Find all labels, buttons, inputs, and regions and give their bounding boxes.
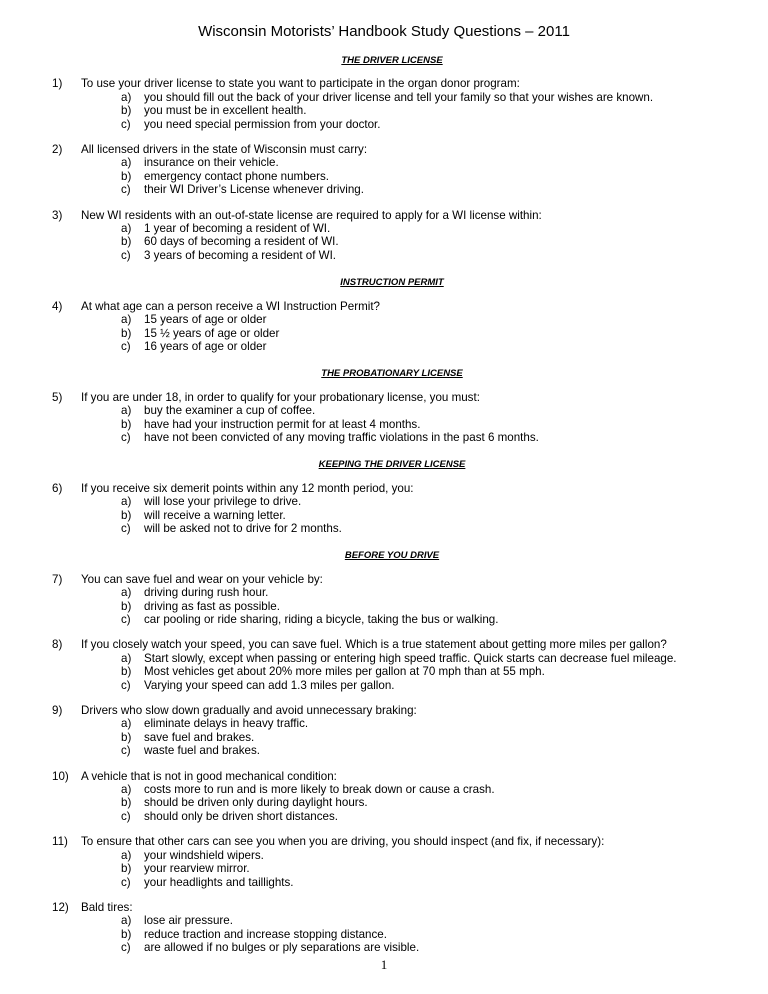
question <box>52 77 732 131</box>
question-text: To use your driver license to state you want to participate in the organ donor program: <box>81 77 520 91</box>
answer-option <box>52 717 732 730</box>
question-number: 2) <box>52 143 63 157</box>
option-text: have had your instruction permit for at least 4 months. <box>144 417 421 431</box>
question <box>52 209 732 263</box>
option-text: their WI Driver’s License whenever driving. <box>144 183 364 197</box>
answer-option <box>52 104 732 117</box>
question-line <box>52 300 732 313</box>
option-letter: a) <box>121 848 132 862</box>
question <box>52 482 732 536</box>
option-text: should be driven only during daylight hours. <box>144 796 368 810</box>
question <box>52 835 732 889</box>
option-text: save fuel and brakes. <box>144 730 255 744</box>
option-letter: c) <box>121 875 131 889</box>
option-letter: a) <box>121 404 132 418</box>
question <box>52 391 732 445</box>
answer-option <box>52 340 732 353</box>
question-line <box>52 770 732 783</box>
option-text: you must be in excellent health. <box>144 104 307 118</box>
option-text: emergency contact phone numbers. <box>144 169 329 183</box>
answer-option <box>52 156 732 169</box>
question-text: A vehicle that is not in good mechanical condition: <box>81 769 337 783</box>
option-letter: a) <box>121 651 132 665</box>
answer-option <box>52 91 732 104</box>
option-text: 3 years of becoming a resident of WI. <box>144 248 337 262</box>
answer-option <box>52 941 732 954</box>
question-list <box>52 52 732 967</box>
question-text: At what age can a person receive a WI Instruction Permit? <box>81 299 381 313</box>
question <box>52 901 732 955</box>
option-text: are allowed if no bulges or ply separations are visible. <box>144 941 420 955</box>
option-letter: c) <box>121 430 131 444</box>
option-text: you should fill out the back of your driver license and tell your family so that your wishes are known. <box>144 90 654 104</box>
answer-option <box>52 862 732 875</box>
option-letter: c) <box>121 521 131 535</box>
option-letter: b) <box>121 862 132 876</box>
option-text: driving as fast as possible. <box>144 599 280 613</box>
answer-option <box>52 679 732 692</box>
option-letter: b) <box>121 665 132 679</box>
option-letter: c) <box>121 678 131 692</box>
option-letter: c) <box>121 809 131 823</box>
question-text: You can save fuel and wear on your vehicle by: <box>81 572 323 586</box>
option-text: 60 days of becoming a resident of WI. <box>144 235 339 249</box>
answer-option <box>52 495 732 508</box>
option-text: eliminate delays in heavy traffic. <box>144 717 309 731</box>
option-text: 15 ½ years of age or older <box>144 326 280 340</box>
option-text: 1 year of becoming a resident of WI. <box>144 222 331 236</box>
question-text: If you receive six demerit points within any 12 month period, you: <box>81 481 414 495</box>
question-line <box>52 901 732 914</box>
option-letter: a) <box>121 586 132 600</box>
answer-option <box>52 235 732 248</box>
question-text: If you are under 18, in order to qualify for your probationary license, you must: <box>81 390 480 404</box>
question <box>52 143 732 197</box>
option-letter: a) <box>121 313 132 327</box>
question <box>52 300 732 354</box>
question-line <box>52 482 732 495</box>
answer-option <box>52 170 732 183</box>
option-letter: b) <box>121 599 132 613</box>
section-heading: THE PROBATIONARY LICENSE <box>321 368 463 380</box>
option-letter: b) <box>121 235 132 249</box>
option-letter: a) <box>121 90 132 104</box>
answer-option <box>52 586 732 599</box>
question <box>52 573 732 627</box>
option-text: driving during rush hour. <box>144 586 269 600</box>
question-line <box>52 638 732 651</box>
option-text: reduce traction and increase stopping distance. <box>144 927 387 941</box>
option-letter: b) <box>121 326 132 340</box>
answer-option <box>52 509 732 522</box>
option-letter: c) <box>121 183 131 197</box>
question-text: New WI residents with an out-of-state license are required to apply for a WI license within: <box>81 208 542 222</box>
section-heading: BEFORE YOU DRIVE <box>344 550 440 562</box>
answer-option <box>52 418 732 431</box>
question-text: To ensure that other cars can see you when you are driving, you should inspect (and fix, if necessary): <box>81 835 605 849</box>
question-line <box>52 835 732 848</box>
option-letter: a) <box>121 914 132 928</box>
option-letter: b) <box>121 730 132 744</box>
question-line <box>52 77 732 90</box>
option-text: insurance on their vehicle. <box>144 156 279 170</box>
question-number: 8) <box>52 638 63 652</box>
answer-option <box>52 522 732 535</box>
answer-option <box>52 744 732 757</box>
option-letter: c) <box>121 613 131 626</box>
option-letter: a) <box>121 717 132 731</box>
answer-option <box>52 404 732 417</box>
option-letter: c) <box>121 117 131 131</box>
option-letter: b) <box>121 169 132 183</box>
question-line <box>52 573 732 586</box>
question-text: All licensed drivers in the state of Wisconsin must carry: <box>81 143 368 157</box>
option-letter: b) <box>121 927 132 941</box>
option-letter: c) <box>121 248 131 262</box>
answer-option <box>52 810 732 823</box>
option-text: have not been convicted of any moving traffic violations in the past 6 months. <box>144 430 539 444</box>
option-letter: b) <box>121 417 132 431</box>
option-text: you need special permission from your doctor. <box>144 117 381 131</box>
answer-option <box>52 249 732 262</box>
option-letter: a) <box>121 783 132 797</box>
question-number: 9) <box>52 704 63 718</box>
section-heading: THE DRIVER LICENSE <box>341 55 443 66</box>
question-number: 7) <box>52 572 63 586</box>
option-text: lose air pressure. <box>144 914 233 928</box>
option-text: Start slowly, except when passing or entering high speed traffic. Quick starts can decrease fuel mileage. <box>144 651 677 665</box>
question-number: 12) <box>52 900 69 914</box>
answer-option <box>52 796 732 809</box>
answer-option <box>52 613 732 626</box>
question <box>52 704 732 758</box>
option-text: car pooling or ride sharing, riding a bicycle, taking the bus or walking. <box>144 613 499 626</box>
option-letter: b) <box>121 508 132 522</box>
page-title: Wisconsin Motorists’ Handbook Study Questions – 2011 <box>198 23 570 40</box>
answer-option <box>52 600 732 613</box>
question-text: Bald tires: <box>81 900 133 914</box>
answer-option <box>52 313 732 326</box>
question-number: 1) <box>52 77 63 91</box>
answer-option <box>52 665 732 678</box>
question-number: 6) <box>52 481 63 495</box>
question-line <box>52 143 732 156</box>
answer-option <box>52 928 732 941</box>
question-number: 10) <box>52 769 69 783</box>
question-text: Drivers who slow down gradually and avoid unnecessary braking: <box>81 704 417 718</box>
option-text: waste fuel and brakes. <box>144 744 261 758</box>
option-text: buy the examiner a cup of coffee. <box>144 404 316 418</box>
answer-option <box>52 914 732 927</box>
question-number: 11) <box>52 835 68 849</box>
option-text: your headlights and taillights. <box>144 875 294 889</box>
answer-option <box>52 783 732 796</box>
answer-option <box>52 118 732 131</box>
question-text: If you closely watch your speed, you can save fuel. Which is a true statement about getting more miles per gallon? <box>81 638 667 652</box>
answer-option <box>52 431 732 444</box>
option-text: will be asked not to drive for 2 months. <box>144 521 342 535</box>
option-letter: c) <box>121 744 131 758</box>
answer-option <box>52 222 732 235</box>
option-text: should only be driven short distances. <box>144 809 338 823</box>
question <box>52 770 732 824</box>
section-heading: KEEPING THE DRIVER LICENSE <box>318 459 466 471</box>
option-text: 16 years of age or older <box>144 339 267 353</box>
answer-option <box>52 731 732 744</box>
option-text: your rearview mirror. <box>144 862 250 876</box>
option-text: your windshield wipers. <box>144 848 264 862</box>
question-line <box>52 209 732 222</box>
question-line <box>52 704 732 717</box>
option-letter: b) <box>121 104 132 118</box>
option-letter: c) <box>121 941 131 955</box>
option-letter: a) <box>121 495 132 509</box>
question-number: 4) <box>52 299 63 313</box>
page-number: 1 <box>380 957 388 972</box>
section-heading: INSTRUCTION PERMIT <box>340 277 444 289</box>
answer-option <box>52 849 732 862</box>
option-text: costs more to run and is more likely to break down or cause a crash. <box>144 783 495 797</box>
answer-option <box>52 183 732 196</box>
option-letter: a) <box>121 222 132 236</box>
option-letter: c) <box>121 339 131 353</box>
answer-option <box>52 652 732 665</box>
answer-option <box>52 876 732 889</box>
option-letter: b) <box>121 796 132 810</box>
option-text: Most vehicles get about 20% more miles per gallon at 70 mph than at 55 mph. <box>144 665 545 679</box>
option-text: Varying your speed can add 1.3 miles per gallon. <box>144 678 395 692</box>
option-text: 15 years of age or older <box>144 313 267 327</box>
question <box>52 638 732 692</box>
option-text: will lose your privilege to drive. <box>144 495 302 509</box>
question-number: 5) <box>52 390 63 404</box>
question-number: 3) <box>52 208 63 222</box>
option-letter: a) <box>121 156 132 170</box>
option-text: will receive a warning letter. <box>144 508 286 522</box>
question-line <box>52 391 732 404</box>
answer-option <box>52 327 732 340</box>
